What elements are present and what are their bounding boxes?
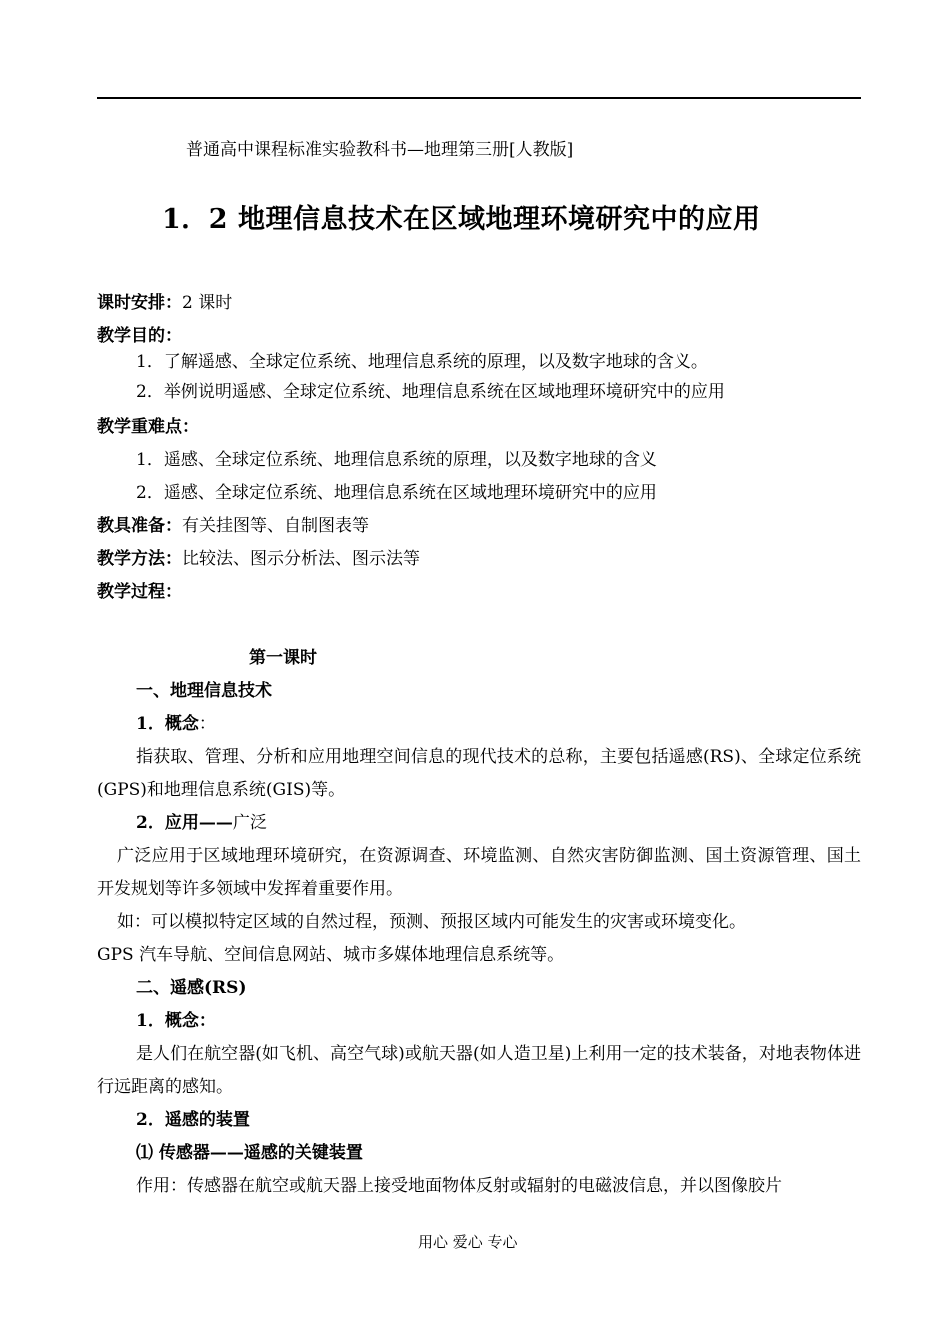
objective-item: 2．举例说明遥感、全球定位系统、地理信息系统在区域地理环境研究中的应用 bbox=[136, 382, 725, 402]
footer-motto: 用心 爱心 专心 bbox=[418, 1233, 518, 1251]
tools-label: 教具准备： bbox=[97, 516, 182, 536]
subsection-heading: 1．概念： bbox=[136, 1011, 216, 1031]
application-heading-line bbox=[136, 811, 267, 835]
application-heading-tail: 广泛 bbox=[232, 813, 267, 833]
methods-value: 比较法、图示分析法、图示法等 bbox=[182, 549, 420, 569]
textbook-title: 普通高中课程标准实验教科书—地理第三册[人教版] bbox=[186, 140, 574, 160]
subsection-heading: 1．概念 bbox=[136, 714, 199, 734]
key-point-item: 2．遥感、全球定位系统、地理信息系统在区域地理环境研究中的应用 bbox=[136, 483, 657, 503]
methods-line bbox=[97, 547, 420, 571]
tools-value: 有关挂图等、自制图表等 bbox=[182, 516, 369, 536]
section-heading: 二、遥感(RS) bbox=[136, 978, 247, 998]
remote-sensing-concept-paragraph: 是人们在航空器(如飞机、高空气球)或航天器(如人造卫星)上利用一定的技术装备，对地表物体进行远距离的感知。 bbox=[97, 1044, 861, 1097]
sensor-paragraph: 作用：传感器在航空或航天器上接受地面物体反射或辐射的电磁波信息，并以图像胶片 bbox=[136, 1176, 782, 1196]
sensor-heading: ⑴ 传感器——遥感的关键装置 bbox=[136, 1143, 363, 1163]
schedule-value: 2 课时 bbox=[182, 293, 233, 313]
concept-paragraph: 指获取、管理、分析和应用地理空间信息的现代技术的总称，主要包括遥感(RS)、全球定位系统(GPS)和地理信息系统(GIS)等。 bbox=[97, 747, 861, 800]
methods-label: 教学方法： bbox=[97, 549, 182, 569]
lesson-period: 第一课时 bbox=[249, 648, 317, 668]
example-line: 如：可以模拟特定区域的自然过程，预测、预报区域内可能发生的灾害或环境变化。 bbox=[117, 912, 746, 932]
section-heading: 一、地理信息技术 bbox=[136, 681, 272, 701]
schedule-line bbox=[97, 291, 232, 315]
schedule-label: 课时安排： bbox=[97, 293, 182, 313]
tools-line bbox=[97, 514, 369, 538]
application-paragraph: 广泛应用于区域地理环境研究，在资源调查、环境监测、自然灾害防御监测、国土资源管理、国土开发规划等许多领域中发挥着重要作用。 bbox=[97, 846, 861, 899]
concept-heading-line bbox=[136, 712, 216, 736]
subsection-heading: 2．遥感的装置 bbox=[136, 1110, 250, 1130]
subsection-heading: 2．应用—— bbox=[136, 813, 233, 833]
objective-item: 1．了解遥感、全球定位系统、地理信息系统的原理，以及数字地球的含义。 bbox=[136, 352, 708, 372]
key-point-item: 1．遥感、全球定位系统、地理信息系统的原理，以及数字地球的含义 bbox=[136, 450, 657, 470]
colon: ： bbox=[198, 714, 216, 734]
example-line: GPS 汽车导航、空间信息网站、城市多媒体地理信息系统等。 bbox=[97, 945, 565, 965]
key-points-label: 教学重难点： bbox=[97, 417, 199, 437]
header-rule bbox=[97, 97, 861, 99]
objectives-label: 教学目的： bbox=[97, 326, 182, 346]
page-title: 1．2 地理信息技术在区域地理环境研究中的应用 bbox=[162, 204, 761, 235]
process-label: 教学过程： bbox=[97, 582, 182, 602]
